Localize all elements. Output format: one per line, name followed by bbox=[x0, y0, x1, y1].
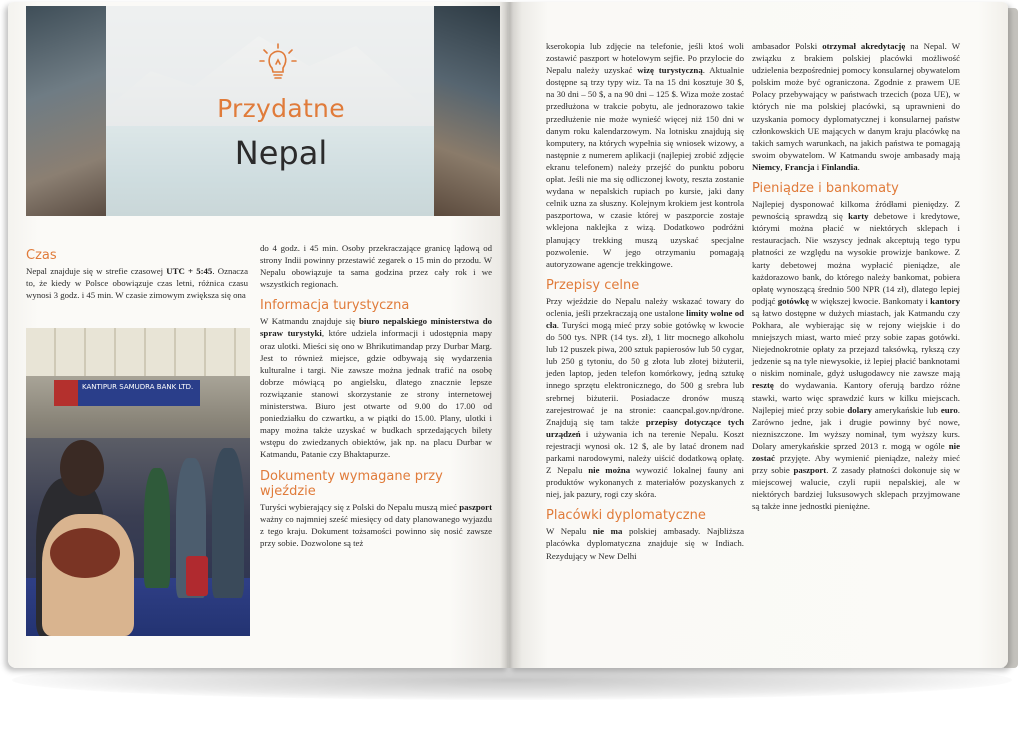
heading-informacja: Informacja turystyczna bbox=[260, 298, 410, 314]
hero-image bbox=[26, 6, 500, 216]
open-book bbox=[4, 2, 1018, 674]
paragraph-dokumenty: Turyści wybierający się z Polski do Nepalu muszą mieć paszport ważny co najmniej sześć miesięcy od daty planowanego wyjazdu z tego kraju. Dokument tożsamości powinno się nosić zawsze przy sobie. Dozwolone są też bbox=[260, 501, 492, 548]
hero-title-nepal: Nepal bbox=[234, 134, 328, 172]
book-spine bbox=[500, 2, 522, 668]
paragraph-dokumenty-cont: kserokopia lub zdjęcie na telefonie, jeśli ktoś woli zostawić paszport w hotelowym sejfie. Po przylocie do Nepalu należy uzyskać wizę turystyczną. Aktualnie dostępne są trzy typy wiz. Ta na 15 dni kosztuje 30 $, na 30 dni – 50 $, a na 90 dni – 125 $. Wiza może zostać przedłużona w trakcie pobytu, ale jednorazowo takie przedłużenie nie może wynieść więcej niż 150 dni w danym roku kalendarzowym. Na lotnisku znajdują się komputery, na których wypełnia się wniosek wizowy, a następnie z numerem aplikacji (najlepiej zrobić zdjęcie ekranu telefonem) należy przejść do punktu poboru opłat. Jeśli nie ma się odliczonej kwoty, reszta zostanie wydana w nepalskich rupiach po kursie, jaki dany celnik uzna za słuszny. Kolejnym krokiem jest kontrola paszportowa, w czasie której w paszporcie zostaje wklejona naklejka z wizą. Dodatkowo podróżni planujący trekking muszą uzyskać specjalne pozwolenie. W jego otrzymaniu pomagają autoryzowane agencje trekkingowe. bbox=[546, 41, 744, 269]
heading-czas: Czas bbox=[26, 248, 57, 263]
left-page bbox=[8, 2, 510, 668]
hero-rocks-right bbox=[434, 6, 500, 216]
photo-suitcase bbox=[186, 556, 208, 596]
column-4 bbox=[752, 40, 960, 512]
paragraph-pieniadze: Najlepiej dysponować kilkoma źródłami pieniędzy. Z pewnością sprawdzą się karty debetowe i kredytowe, którymi można płacić w niektórych sklepach i restauracjach. Nie wszyscy jednak akceptują tego typu płatności ze względu na wysokie prowizje bankowe. Z karty debetowej można wypłacić pieniądze, ale każdorazowo bank, do którego należy bankomat, pobiera opłatę wynoszącą średnio 500 NPR (14 zł), dlatego lepiej podjąć gotówkę w większej kwocie. Bankomaty i kantory są łatwo dostępne w dużych miastach, jak Katmandu czy Pokhara, ale wybierając się w rejony wiejskie i do mniejszych miast, warto mieć przy sobie zapas gotówki. Niejednokrotnie opłaty za przejazd taksówką, rykszą czy jedzenie są na tyle niewysokie, iż lepiej płacić banknotami o niskim nominale, gdyż usługodawcy nie zawsze mają resztę do wydawania. Kantory oferują bardzo różne stawki, warto więc sprawdzić kurs w kilku miejscach. Najlepiej mieć przy sobie dolary amerykańskie lub euro. Zarówno jedne, jak i drugie powinny być nowe, niezniszczone. Im wyższy nominał, tym wyższy kurs. Dolary amerykańskie sprzed 2013 r. mogą w ogóle nie zostać przyjęte. Aby wymienić pieniądze, należy mieć przy sobie paszport. Z zasady płatności dokonuje się w miejscowej walucie, czyli rupii nepalskiej, ale w niektórych bardziej luksusowych sklepach przyjmowane są także inne jednostki pieniężne. bbox=[752, 199, 961, 512]
photo-ceiling bbox=[26, 328, 250, 376]
photo-person bbox=[50, 528, 120, 578]
paragraph-placowki: W Nepalu nie ma polskiej ambasady. Najbliższa placówka dyplomatyczna znajduje się w Indiach. Rezydujący w New Delhi bbox=[546, 526, 744, 561]
airport-photo bbox=[26, 328, 250, 636]
paragraph-czas: Nepal znajduje się w strefie czasowej UTC + 5:45. Oznacza to, że kiedy w Polsce obowiązuje czas letni, różnica czasu wynosi 3 godz. i 45 min. W czasie zimowym zwiększa się ona bbox=[26, 266, 248, 301]
lightbulb-icon bbox=[258, 42, 298, 86]
heading-pieniadze: Pieniądze i bankomaty bbox=[752, 181, 899, 197]
paragraph-informacja: W Katmandu znajduje się biuro nepalskiego ministerstwa do spraw turystyki, które udziela informacji i udostępnia mapy oraz ulotki. Mieści się ono w Bhrikutimandap przy Durbar Marg. Jest to również miejsce, gdzie odbywają się wydarzenia kulturalne i targi. Nie zawsze można jednak trafić na osobę dobrze mówiącą po angielsku, dlatego znacznie lepsze rozwiązanie stanowi skorzystanie ze strony internetowej ministerstwa. Biuro jest otwarte od 9.00 do 17.00 od poniedziałku do czwartku, a w piątki do 15.00. Plany, ulotki i mapy można także uzyskać w budkach sprzedających bilety wstępu do zwiedzanych obiektów, jak np. na placu Durbar w Katmandu, Patanie czy Bhaktapurze. bbox=[260, 316, 492, 460]
right-page bbox=[508, 2, 1008, 668]
column-1 bbox=[26, 248, 248, 301]
hero-rocks-left bbox=[26, 6, 106, 216]
paragraph-czas-cont: do 4 godz. i 45 min. Osoby przekraczające granicę lądową od strony Indii powinny przestawić zegarek o 15 min do przodu. W Nepalu obowiązuje ta sama godzina przez cały rok i we wszystkich regionach. bbox=[260, 243, 492, 290]
photo-bank-sign: KANTIPUR SAMUDRA BANK LTD. bbox=[54, 380, 200, 406]
heading-placowki: Placówki dyplomatyczne bbox=[546, 508, 706, 524]
photo-person bbox=[60, 440, 104, 496]
column-3 bbox=[546, 40, 744, 562]
column-2 bbox=[260, 242, 492, 549]
hero-title-useful: Przydatne bbox=[217, 94, 345, 123]
paragraph-placowki-cont: ambasador Polski otrzymał akredytację na Nepal. W związku z brakiem polskiej placówki możliwość udzielenia bezpośredniej pomocy konsularnej obywatelom polskim może być ograniczona. Zgodnie z prawem UE Polacy przebywający w państwach trzecich (poza UE), w których nie ma polskiej placówki, są uprawnieni do uzyskania pomocy dyplomatycznej i konsularnej państw członkowskich UE mających w danym kraju placówkę na takich samych warunkach, na jakich państwa te pomagają swoim obywatelom. W Katmandu swoje ambasady mają Niemcy, Francja i Finlandia. bbox=[752, 41, 960, 172]
heading-przepisy-celne: Przepisy celne bbox=[546, 277, 640, 293]
paragraph-przepisy-celne: Przy wjeździe do Nepalu należy wskazać towary do oclenia, jeśli przekraczają one ustalone limity wolne od cła. Turyści mogą mieć przy sobie gotówkę w kwocie do 500 tys. NPR (14 tys. zł), 1 litr mocnego alkoholu lub 12 puszek piwa, 200 sztuk papierosów lub 50 cygar, lub 250 g tytoniu, do 50 g złota lub złotej biżuterii, jeden laptop, jeden telefon komórkowy, jedną sztukę innego sprzętu elektronicznego, do 500 g srebra lub srebrnej biżuterii. Posiadacze dronów muszą zarejestrować je na stronie: caancpal.gov.np/drone. Znajdują się tam także przepisy dotyczące tych urządzeń i używania ich na terenie Nepalu. Koszt rejestracji wynosi ok. 12 $, ale by latać dronem nad parkami narodowymi, należy uiścić dodatkową opłatę. Z Nepalu nie można wywozić lokalnej fauny ani produktów wykonanych z materiałów pozyskanych z niej, jak pazury, rogi czy skóra. bbox=[546, 295, 745, 500]
photo-person bbox=[144, 468, 170, 588]
photo-sign-logo bbox=[54, 380, 78, 406]
photo-person bbox=[212, 448, 244, 598]
heading-dokumenty: Dokumenty wymagane przy wjeździe bbox=[260, 468, 443, 499]
